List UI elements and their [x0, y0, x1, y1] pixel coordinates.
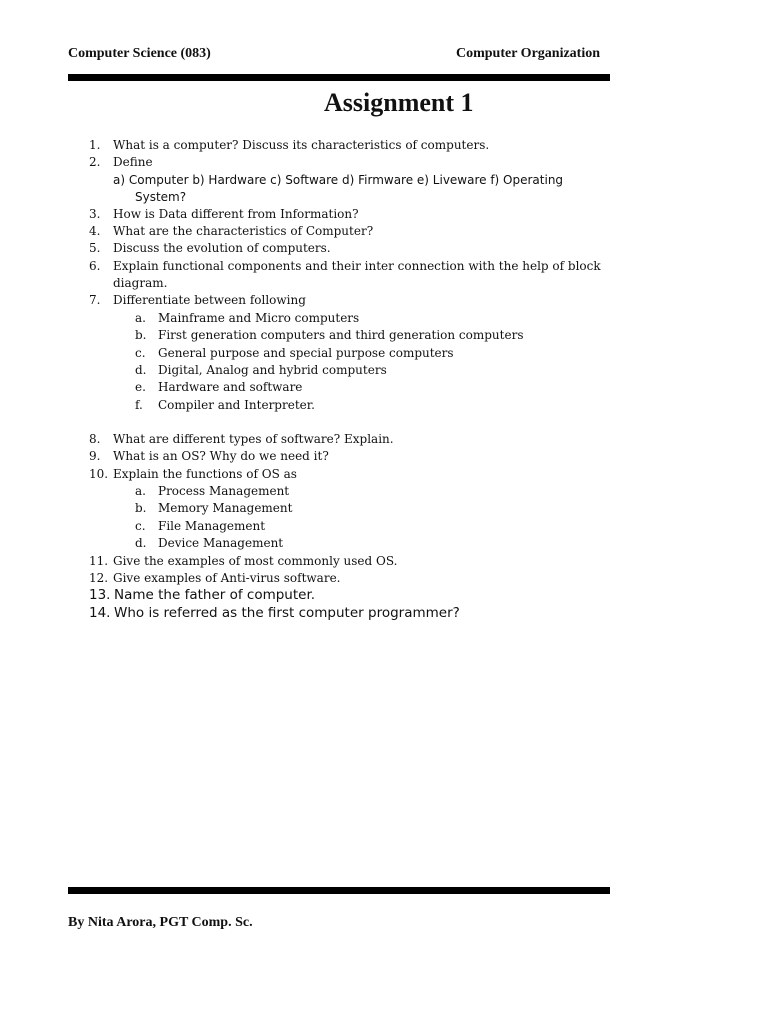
question-text: Give examples of Anti-virus software. [113, 571, 341, 585]
subitem-text: Process Management [158, 484, 290, 498]
question-number: 12. [89, 571, 109, 585]
question-text: What are different types of software? Explain. [113, 432, 394, 446]
question-4 [89, 223, 609, 240]
question-number: 4. [89, 224, 101, 238]
question-number: 1. [89, 138, 101, 152]
subitem-text: File Management [158, 519, 266, 533]
subitem-text: General purpose and special purpose computers [158, 346, 454, 360]
question-text: Explain the functions of OS as [113, 467, 297, 481]
define-terms-line: a) Computer b) Hardware c) Software d) Firmware e) Liveware f) Operating [113, 173, 564, 187]
question-number: 7. [89, 293, 101, 307]
question-text: How is Data different from Information? [113, 207, 359, 221]
footer-author: By Nita Arora, PGT Comp. Sc. [68, 915, 253, 930]
subitem-letter: d. [135, 363, 147, 377]
question-7 [89, 292, 609, 309]
question-number: 2. [89, 155, 101, 169]
question-text: What is an OS? Why do we need it? [113, 449, 329, 463]
header-subject: Computer Science (083) [68, 46, 211, 61]
question-9 [89, 448, 609, 465]
subitem-text: Hardware and software [158, 380, 303, 394]
subitem-letter: a. [135, 484, 146, 498]
question-text: Discuss the evolution of computers. [113, 241, 331, 255]
question-number: 8. [89, 432, 101, 446]
subitem-letter: d. [135, 536, 147, 550]
question-number: 11. [89, 554, 109, 568]
question-2 [89, 154, 609, 171]
question-number: 6. [89, 259, 101, 273]
subitem-letter: f. [135, 398, 143, 412]
subitem-letter: c. [135, 346, 146, 360]
question-text: Define [113, 155, 153, 169]
question-text: Who is referred as the first computer programmer? [114, 605, 460, 621]
subitem-text: Device Management [158, 536, 284, 550]
subitem-letter: e. [135, 380, 146, 394]
subitem-text: Digital, Analog and hybrid computers [158, 363, 387, 377]
subitem [135, 310, 605, 327]
question-number: 3. [89, 207, 101, 221]
subitem [135, 345, 605, 362]
question-5 [89, 240, 609, 257]
question-8 [89, 431, 609, 448]
question-text: Name the father of computer. [114, 587, 316, 603]
question-11 [89, 553, 609, 570]
question-text: Differentiate between following [113, 293, 306, 307]
subitem [135, 483, 605, 500]
subitem-text: First generation computers and third generation computers [158, 328, 524, 342]
subitem [135, 518, 605, 535]
header-rule [68, 74, 610, 81]
page-title: Assignment 1 [324, 88, 474, 117]
question-number: 9. [89, 449, 101, 463]
question-text: What is a computer? Discuss its characteristics of computers. [113, 138, 490, 152]
question-6 [89, 258, 609, 293]
question-text: Explain functional components and their inter connection with the help of block [113, 259, 601, 273]
question-text: Give the examples of most commonly used OS. [113, 554, 398, 568]
subitem-letter: b. [135, 501, 147, 515]
question-10 [89, 466, 609, 483]
subitem [135, 397, 605, 414]
subitem-letter: c. [135, 519, 146, 533]
question-number: 13. [89, 587, 111, 603]
subitem-letter: a. [135, 311, 146, 325]
footer-rule [68, 887, 610, 894]
question-12 [89, 570, 609, 587]
subitem [135, 327, 605, 344]
subitem-text: Compiler and Interpreter. [158, 398, 315, 412]
question-number: 5. [89, 241, 101, 255]
subitem-text: Memory Management [158, 501, 293, 515]
question-1 [89, 137, 609, 154]
question-text: What are the characteristics of Computer? [113, 224, 374, 238]
subitem [135, 500, 605, 517]
subitem [135, 535, 605, 552]
subitem [135, 362, 605, 379]
question-14 [89, 604, 609, 622]
define-terms [113, 172, 593, 207]
subitem-text: Mainframe and Micro computers [158, 311, 360, 325]
subitem-letter: b. [135, 328, 147, 342]
question-number: 10. [89, 467, 109, 481]
question-13 [89, 586, 609, 604]
subitem [135, 379, 605, 396]
define-terms-line: System? [135, 190, 187, 205]
question-number: 14. [89, 605, 111, 621]
header-topic: Computer Organization [456, 46, 601, 61]
question-text-continued: diagram. [113, 276, 168, 291]
question-3 [89, 206, 609, 223]
